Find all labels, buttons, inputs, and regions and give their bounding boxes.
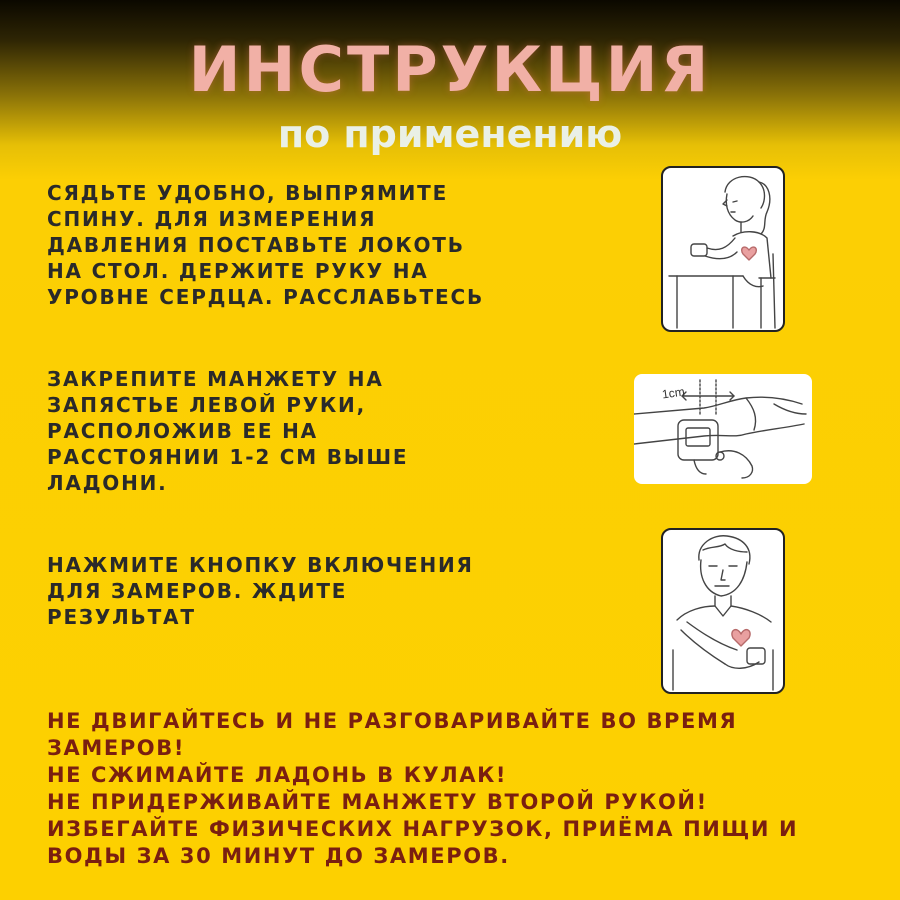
warnings-block <box>47 708 877 870</box>
step-1-line: ДАВЛЕНИЯ ПОСТАВЬТЕ ЛОКОТЬ <box>47 233 465 257</box>
step-1-text <box>47 180 507 310</box>
step-2-line: ЗАПЯСТЬЕ ЛЕВОЙ РУКИ, <box>47 393 366 417</box>
step-2-line: РАССТОЯНИИ 1-2 СМ ВЫШЕ <box>47 445 409 469</box>
wrist-cuff-illustration <box>634 374 812 484</box>
warning-line: НЕ ДВИГАЙТЕСЬ И НЕ РАЗГОВАРИВАЙТЕ ВО ВРЕМЯ ЗАМЕРОВ! <box>47 709 738 760</box>
step-2-text <box>47 366 447 496</box>
warning-line: ИЗБЕГАЙТЕ ФИЗИЧЕСКИХ НАГРУЗОК, ПРИЁМА ПИЩИ И ВОДЫ ЗА 30 МИНУТ ДО ЗАМЕРОВ. <box>47 817 799 868</box>
step-2-line: РАСПОЛОЖИВ ЕЕ НА <box>47 419 318 443</box>
measurement-label: 1cm <box>661 384 686 402</box>
step-3-line: НАЖМИТЕ КНОПКУ ВКЛЮЧЕНИЯ <box>47 553 474 577</box>
step-1-line: СЯДЬТЕ УДОБНО, ВЫПРЯМИТЕ <box>47 181 449 205</box>
step-2-line: ЛАДОНИ. <box>47 471 168 495</box>
warning-line: НЕ СЖИМАЙТЕ ЛАДОНЬ В КУЛАК! <box>47 763 508 787</box>
step-1-line: УРОВНЕ СЕРДЦА. РАССЛАБЬТЕСЬ <box>47 285 484 309</box>
page-title: ИНСТРУКЦИЯ <box>188 33 712 106</box>
page-subtitle: по применению <box>277 112 623 156</box>
girl-seated-at-table-illustration <box>661 166 785 332</box>
warning-line: НЕ ПРИДЕРЖИВАЙТЕ МАНЖЕТУ ВТОРОЙ РУКОЙ! <box>47 790 708 814</box>
step-2-line: ЗАКРЕПИТЕ МАНЖЕТУ НА <box>47 367 384 391</box>
step-3-line: РЕЗУЛЬТАТ <box>47 605 196 629</box>
step-3-line: ДЛЯ ЗАМЕРОВ. ЖДИТЕ <box>47 579 348 603</box>
step-1-line: НА СТОЛ. ДЕРЖИТЕ РУКУ НА <box>47 259 429 283</box>
man-holding-wrist-illustration <box>661 528 785 694</box>
step-3-text <box>47 552 517 630</box>
step-1-line: СПИНУ. ДЛЯ ИЗМЕРЕНИЯ <box>47 207 377 231</box>
